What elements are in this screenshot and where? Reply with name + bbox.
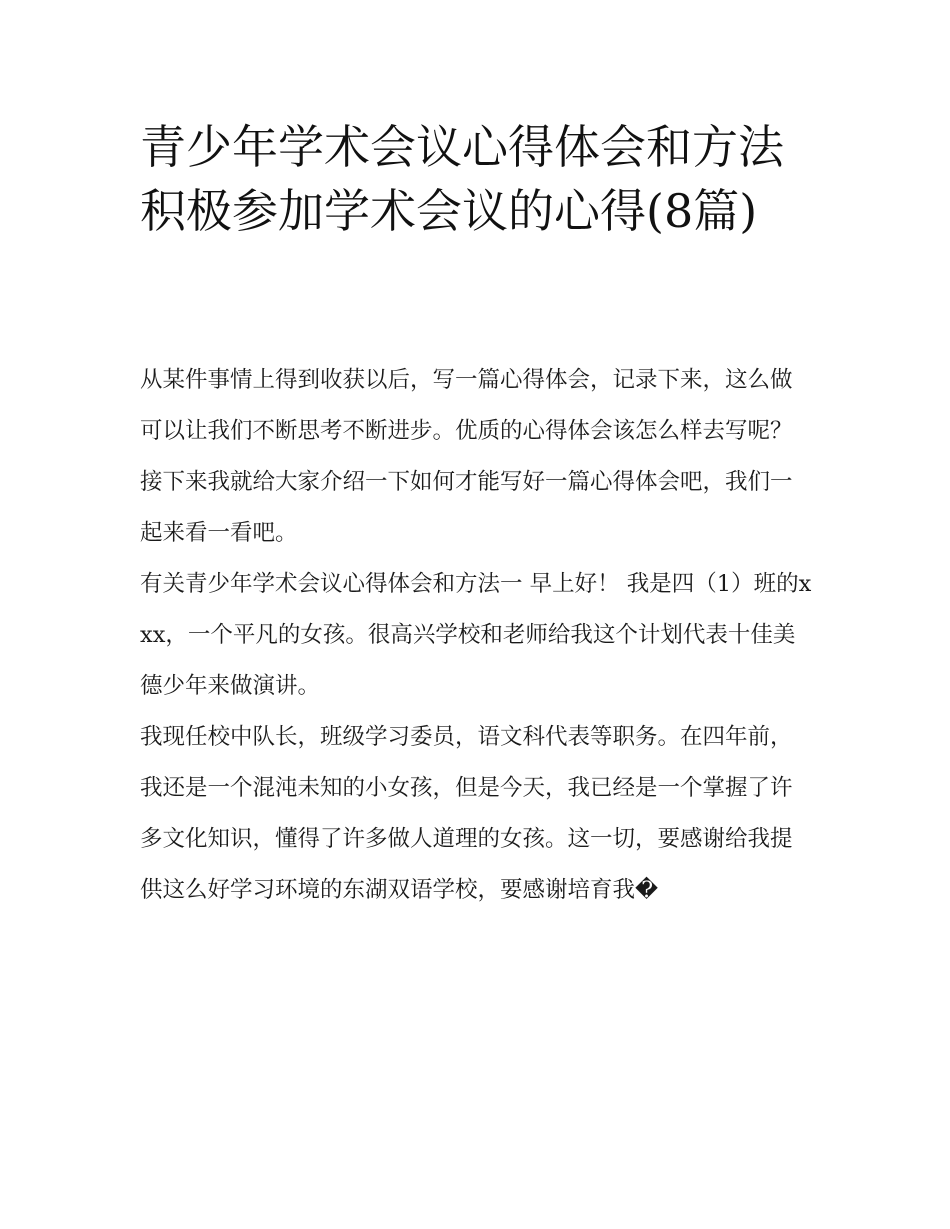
paragraph-duties: 我现任校中队长，班级学习委员，语文科代表等职务。在四年前，我还是一个混沌未知的小女孩，但是今天，我已经是一个掌握了许多文化知识，懂得了许多做人道理的女孩。这一切，要感谢给我提供这么好学习环境的东湖双语学校，要感谢培育我�: [140, 724, 793, 903]
paragraph-intro: 从某件事情上得到收获以后，写一篇心得体会，记录下来，这么做可以让我们不断思考不断进步。优质的心得体会该怎么样去写呢？接下来我就给大家介绍一下如何才能写好一篇心得体会吧，我们一起来看一看吧。: [140, 367, 793, 546]
document-body: [140, 355, 812, 916]
document-title: 青少年学术会议心得体会和方法 积极参加学术会议的心得(8篇): [140, 120, 784, 238]
paragraph-greeting: 有关青少年学术会议心得体会和方法一 早上好！ 我是四（1）班的xxx，一个平凡的女孩。很高兴学校和老师给我这个计划代表十佳美德少年来做演讲。: [140, 571, 812, 699]
